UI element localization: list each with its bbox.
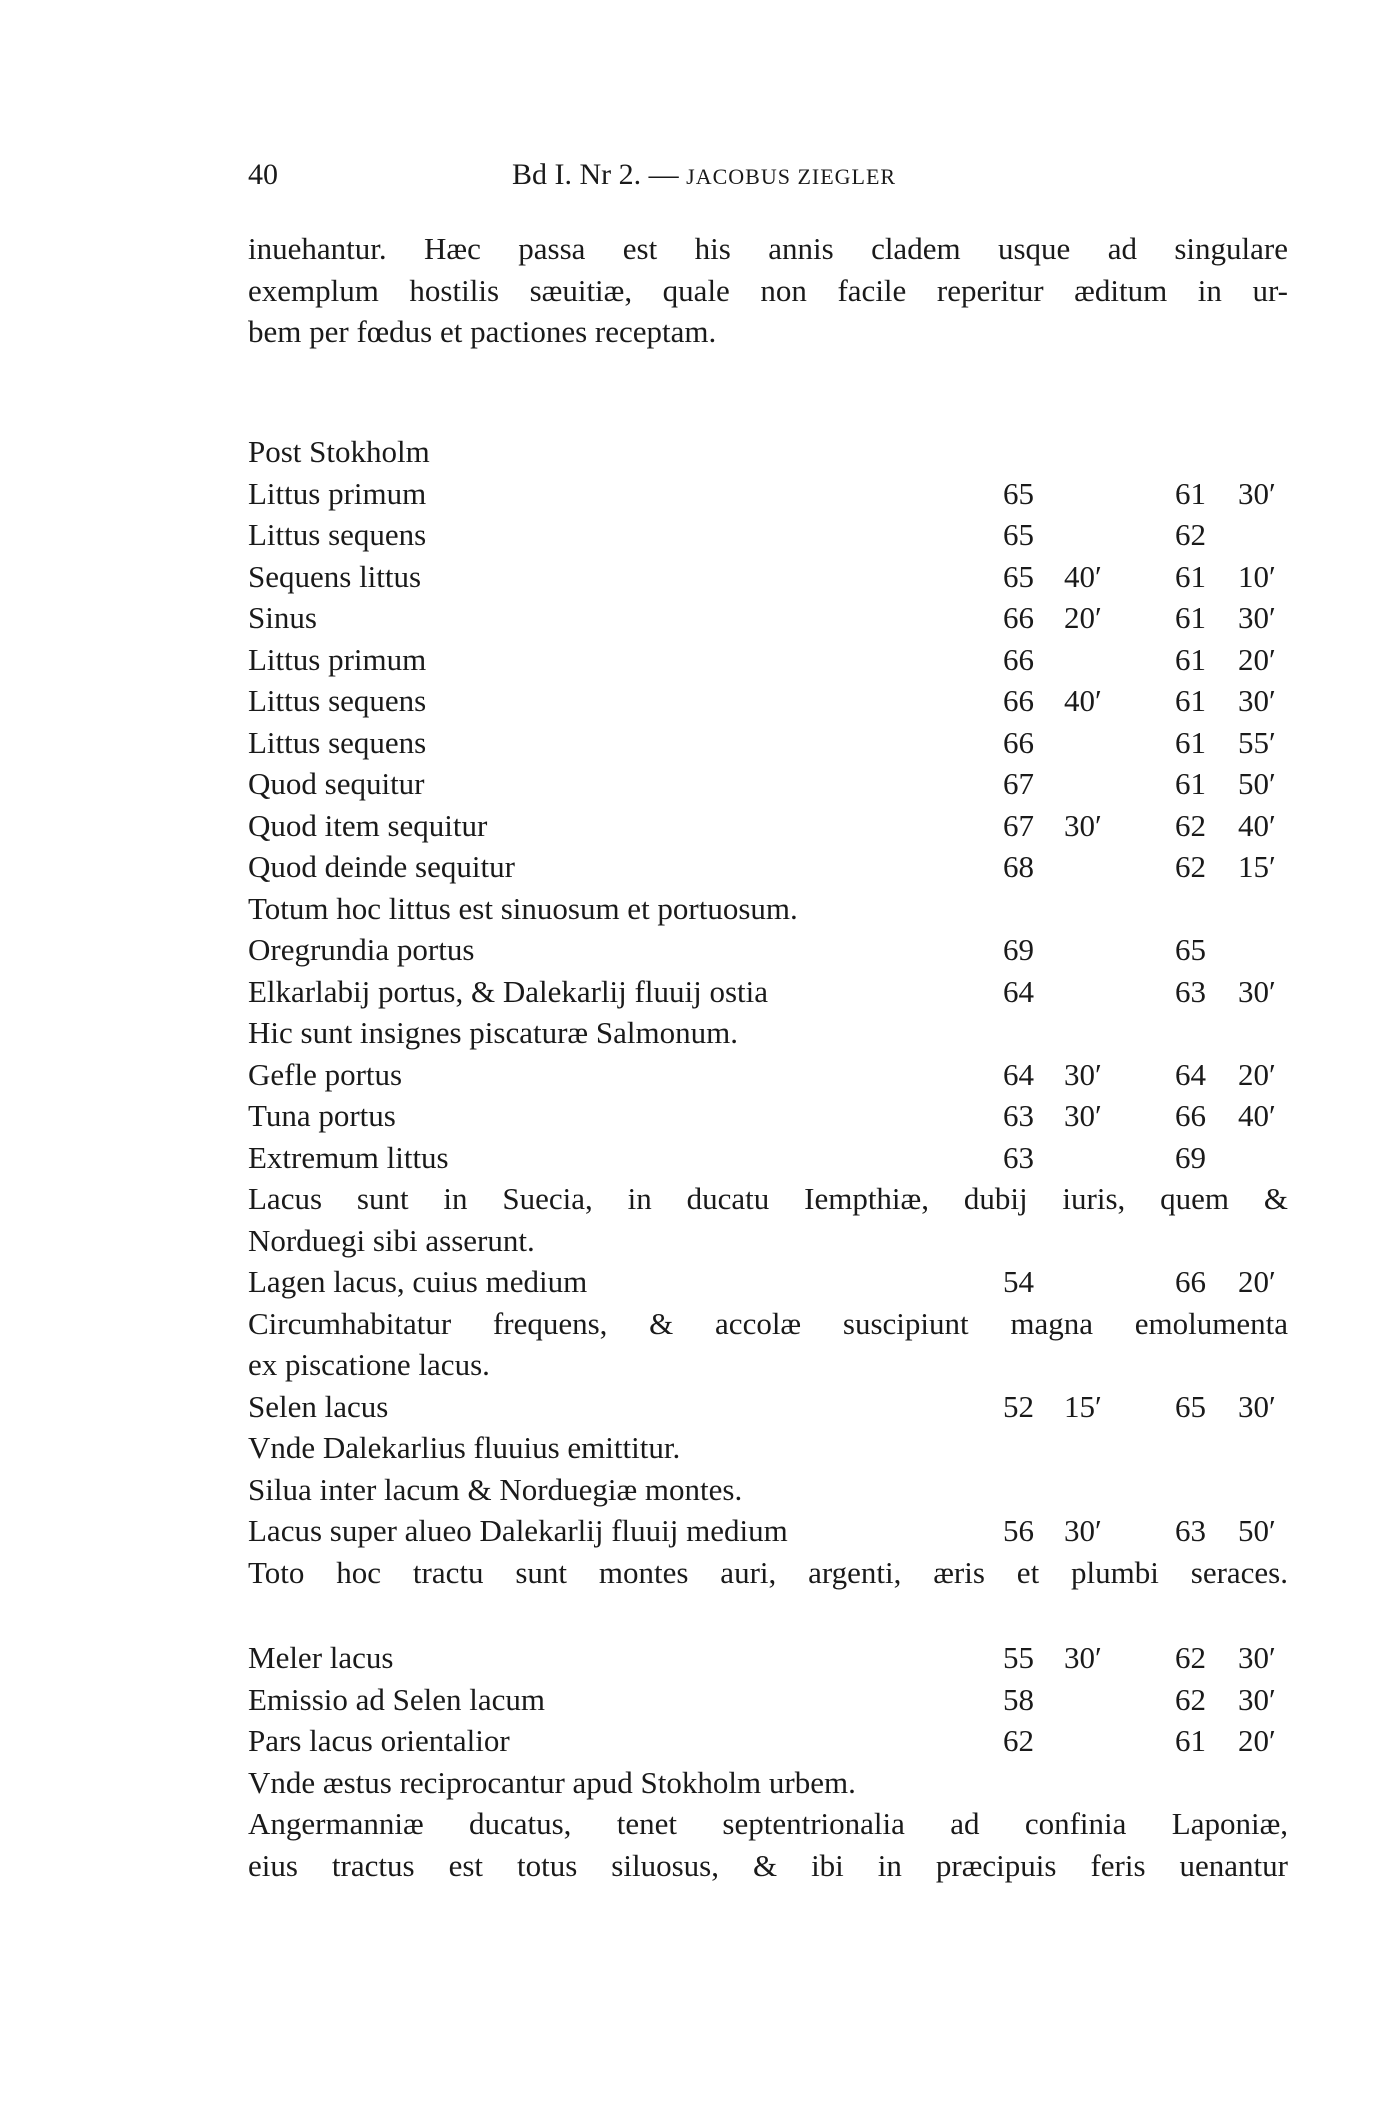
- table-row: [248, 1057, 1288, 1099]
- note-text: Angermanniæ ducatus, tenet septentrionalia ad confinia Laponiæ,: [248, 1806, 1288, 1841]
- table-row: [248, 974, 1288, 1016]
- lat-minutes: 40′: [1064, 558, 1102, 594]
- note-text: Circumhabitatur frequens, & accolæ suscipiunt magna emolumenta: [248, 1305, 1288, 1341]
- note-line: [248, 1765, 1288, 1807]
- long-degrees: 66: [1175, 1264, 1206, 1299]
- lat-degrees: 67: [1003, 766, 1034, 801]
- long-degrees: 62: [1175, 1681, 1206, 1717]
- place-name: Sinus: [248, 600, 317, 635]
- long-degrees: 65: [1175, 932, 1206, 967]
- table-row: [248, 808, 1288, 850]
- long-minutes: 55′: [1238, 724, 1276, 760]
- long-degrees: 61: [1175, 641, 1206, 677]
- note-text: Norduegi sibi asserunt.: [248, 1222, 535, 1258]
- place-name: Lagen lacus, cuius medium: [248, 1264, 588, 1299]
- lat-degrees: 62: [1003, 1723, 1034, 1758]
- note-line: [248, 1555, 1288, 1597]
- note-line: [248, 1806, 1288, 1848]
- coordinates-table-lakes: [248, 1640, 1288, 1889]
- place-name: Emissio ad Selen lacum: [248, 1681, 546, 1717]
- header-volume: Bd I. Nr 2. —: [512, 158, 679, 191]
- long-minutes: 40′: [1238, 1098, 1276, 1133]
- place-name: Extremum littus: [248, 1139, 449, 1175]
- header-title: [512, 158, 896, 192]
- note-text: Post Stokholm: [248, 434, 430, 469]
- long-degrees: 61: [1175, 724, 1206, 760]
- lat-degrees: 69: [1003, 932, 1034, 967]
- lat-degrees: 66: [1003, 600, 1034, 635]
- place-name: Gefle portus: [248, 1056, 403, 1092]
- lat-degrees: 64: [1003, 973, 1034, 1009]
- place-name: Quod sequitur: [248, 766, 425, 801]
- long-degrees: 65: [1175, 1388, 1206, 1424]
- place-name: Littus sequens: [248, 517, 427, 552]
- long-degrees: 61: [1175, 1723, 1206, 1758]
- long-degrees: 61: [1175, 558, 1206, 594]
- lat-minutes: 30′: [1064, 1513, 1102, 1548]
- long-degrees: 64: [1175, 1056, 1206, 1092]
- note-text: Vnde Dalekarlius fluuius emittitur.: [248, 1430, 681, 1465]
- page-number: 40: [248, 158, 278, 191]
- long-degrees: 63: [1175, 973, 1206, 1009]
- table-row: [248, 932, 1288, 974]
- table-row: [248, 1389, 1288, 1431]
- long-degrees: 66: [1175, 1098, 1206, 1133]
- lat-minutes: 30′: [1064, 1098, 1102, 1133]
- intro-line: exemplum hostilis sæuitiæ, quale non facile reperitur æditum in ur-: [248, 272, 1288, 308]
- lat-degrees: 52: [1003, 1388, 1034, 1424]
- intro-line: inuehantur. Hæc passa est his annis cladem usque ad singulare: [248, 231, 1288, 266]
- note-line: [248, 1347, 1288, 1389]
- lat-minutes: 30′: [1064, 1056, 1102, 1092]
- lat-degrees: 64: [1003, 1056, 1034, 1092]
- note-line: [248, 1472, 1288, 1514]
- intro-paragraph: [248, 228, 1288, 353]
- long-degrees: 63: [1175, 1513, 1206, 1548]
- lat-degrees: 66: [1003, 683, 1034, 718]
- note-text: Silua inter lacum & Norduegiæ montes.: [248, 1471, 743, 1507]
- table-row: [248, 517, 1288, 559]
- long-minutes: 30′: [1238, 1388, 1276, 1424]
- place-name: Littus sequens: [248, 724, 427, 760]
- lat-degrees: 54: [1003, 1264, 1034, 1299]
- note-line: [248, 891, 1288, 933]
- place-name: Quod deinde sequitur: [248, 849, 515, 884]
- long-minutes: 40′: [1238, 807, 1276, 843]
- place-name: Pars lacus orientalior: [248, 1723, 510, 1758]
- note-line: [248, 1181, 1288, 1223]
- place-name: Littus primum: [248, 641, 427, 677]
- table-row: [248, 1140, 1288, 1182]
- long-degrees: 61: [1175, 600, 1206, 635]
- long-minutes: 20′: [1238, 1264, 1276, 1299]
- long-minutes: 15′: [1238, 849, 1276, 884]
- note-text: Hic sunt insignes piscaturæ Salmonum.: [248, 1015, 738, 1050]
- long-minutes: 30′: [1238, 600, 1276, 635]
- table-row: [248, 683, 1288, 725]
- long-degrees: 62: [1175, 849, 1206, 884]
- table-row: [248, 849, 1288, 891]
- long-minutes: 30′: [1238, 1681, 1276, 1717]
- long-minutes: 50′: [1238, 766, 1276, 801]
- note-line: [248, 1015, 1288, 1057]
- long-degrees: 69: [1175, 1139, 1206, 1175]
- lat-degrees: 63: [1003, 1098, 1034, 1133]
- long-minutes: 30′: [1238, 475, 1276, 511]
- long-degrees: 62: [1175, 1640, 1206, 1675]
- place-name: Quod item sequitur: [248, 807, 488, 843]
- note-text: ex piscatione lacus.: [248, 1347, 490, 1382]
- place-name: Sequens littus: [248, 558, 422, 594]
- table-row: [248, 1682, 1288, 1724]
- long-degrees: 61: [1175, 683, 1206, 718]
- table-row: [248, 476, 1288, 518]
- lat-minutes: 20′: [1064, 600, 1102, 635]
- note-text: Toto hoc tractu sunt montes auri, argenti, æris et plumbi seraces.: [248, 1554, 1288, 1590]
- note-text: Lacus sunt in Suecia, in ducatu Iempthiæ, dubij iuris, quem &: [248, 1181, 1288, 1216]
- intro-line: bem per fœdus et pactiones receptam.: [248, 314, 717, 349]
- coordinates-table-main: [248, 434, 1288, 1596]
- table-row: [248, 1098, 1288, 1140]
- table-row: [248, 600, 1288, 642]
- long-minutes: 50′: [1238, 1513, 1276, 1548]
- note-line: [248, 1223, 1288, 1265]
- lat-degrees: 65: [1003, 558, 1034, 594]
- long-minutes: 20′: [1238, 1056, 1276, 1092]
- table-row: [248, 1723, 1288, 1765]
- place-name: Tuna portus: [248, 1098, 396, 1133]
- table-row: [248, 642, 1288, 684]
- running-header: [248, 158, 1288, 198]
- long-degrees: 62: [1175, 517, 1206, 552]
- long-minutes: 30′: [1238, 1640, 1276, 1675]
- long-degrees: 61: [1175, 475, 1206, 511]
- long-minutes: 10′: [1238, 558, 1276, 594]
- long-minutes: 30′: [1238, 683, 1276, 718]
- place-name: Elkarlabij portus, & Dalekarlij fluuij ostia: [248, 973, 768, 1009]
- place-name: Littus primum: [248, 475, 427, 511]
- lat-degrees: 66: [1003, 724, 1034, 760]
- long-minutes: 20′: [1238, 641, 1276, 677]
- table-row: [248, 766, 1288, 808]
- table-row: [248, 725, 1288, 767]
- note-line: [248, 1306, 1288, 1348]
- lat-degrees: 56: [1003, 1513, 1034, 1548]
- note-line: [248, 1430, 1288, 1472]
- lat-minutes: 30′: [1064, 807, 1102, 843]
- note-text: Vnde æstus reciprocantur apud Stokholm urbem.: [248, 1764, 856, 1800]
- lat-minutes: 30′: [1064, 1640, 1102, 1675]
- header-author: JACOBUS ZIEGLER: [686, 164, 897, 189]
- note-line: [248, 1848, 1288, 1890]
- place-name: Littus sequens: [248, 683, 427, 718]
- table-row: [248, 1513, 1288, 1555]
- note-text: Totum hoc littus est sinuosum et portuosum.: [248, 890, 798, 926]
- long-minutes: 20′: [1238, 1723, 1276, 1758]
- lat-minutes: 15′: [1064, 1388, 1102, 1424]
- place-name: Meler lacus: [248, 1640, 394, 1675]
- table-heading: [248, 434, 1288, 476]
- lat-degrees: 67: [1003, 807, 1034, 843]
- lat-degrees: 55: [1003, 1640, 1034, 1675]
- table-row: [248, 1264, 1288, 1306]
- place-name: Oregrundia portus: [248, 932, 475, 967]
- lat-degrees: 65: [1003, 517, 1034, 552]
- long-degrees: 62: [1175, 807, 1206, 843]
- lat-degrees: 63: [1003, 1139, 1034, 1175]
- lat-degrees: 65: [1003, 475, 1034, 511]
- lat-degrees: 66: [1003, 641, 1034, 677]
- lat-minutes: 40′: [1064, 683, 1102, 718]
- place-name: Selen lacus: [248, 1388, 389, 1424]
- long-minutes: 30′: [1238, 973, 1276, 1009]
- table-row: [248, 1640, 1288, 1682]
- long-degrees: 61: [1175, 766, 1206, 801]
- note-text: eius tractus est totus siluosus, & ibi in præcipuis feris uenantur: [248, 1847, 1288, 1883]
- place-name: Lacus super alueo Dalekarlij fluuij medium: [248, 1513, 788, 1548]
- table-row: [248, 559, 1288, 601]
- lat-degrees: 58: [1003, 1681, 1034, 1717]
- lat-degrees: 68: [1003, 849, 1034, 884]
